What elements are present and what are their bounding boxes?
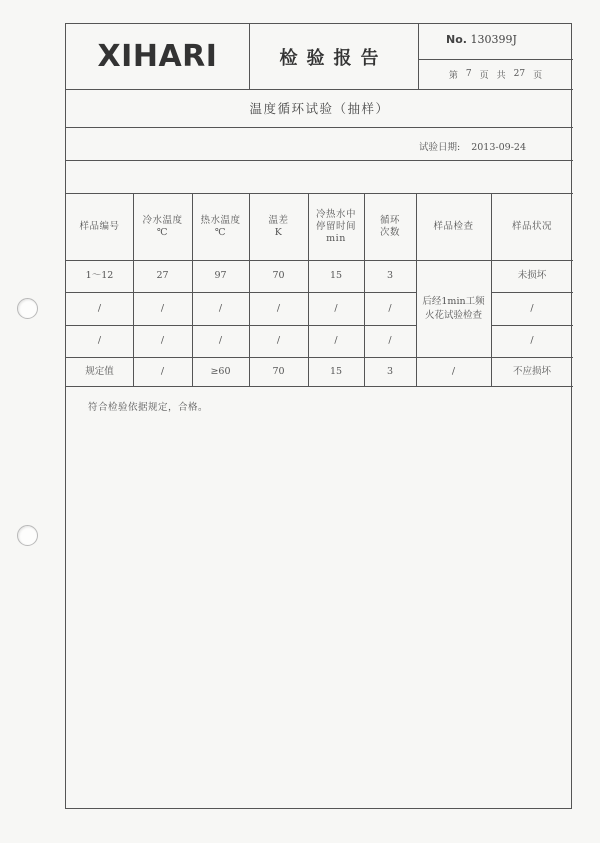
spec-cell: ≥60 — [210, 365, 231, 377]
section-title: 温度循环试验（抽样） — [249, 101, 390, 116]
report-number-value: 130399J — [470, 33, 517, 46]
spec-cell: 3 — [386, 365, 394, 377]
col-header-dwell-time: 冷热水中 停留时间 min — [315, 208, 356, 244]
company-logo: XIHARI — [97, 39, 218, 74]
table-cell: 70 — [272, 270, 285, 281]
punch-hole-bottom — [17, 525, 38, 546]
spec-cell: 70 — [272, 365, 285, 377]
col-header-cycles: 循环 次数 — [379, 214, 400, 238]
table-cell: / — [160, 335, 165, 346]
table-cell: / — [97, 302, 102, 314]
col-header-temp-diff: 温差 K — [268, 214, 289, 238]
table-cell: / — [218, 302, 223, 314]
spec-cell: 15 — [329, 365, 343, 377]
punch-hole-top — [17, 298, 38, 319]
page-text: 第 — [448, 70, 458, 81]
table-cell: / — [218, 335, 223, 346]
report-number — [446, 33, 517, 46]
table-cell: 未损坏 — [517, 270, 547, 281]
conclusion-text: 符合检验依据规定，合格。 — [88, 402, 209, 413]
table-cell: / — [276, 335, 281, 346]
col-header-sample-check: 样品检查 — [433, 220, 474, 232]
table-cell: / — [388, 335, 392, 346]
col-header-hot-water-temp: 热水温度 ℃ — [200, 214, 241, 238]
table-cell: / — [388, 302, 392, 314]
test-date-value: 2013-09-24 — [471, 142, 526, 153]
table-cell: 97 — [214, 270, 227, 281]
page-current: 7 — [465, 69, 472, 79]
table-cell: / — [530, 335, 534, 346]
spec-row-label: 规定值 — [85, 365, 114, 377]
page-text: 页 — [533, 70, 543, 81]
col-header-sample-no: 样品编号 — [79, 220, 120, 232]
document-title: 检验报告 — [279, 47, 388, 69]
table-cell: 1～12 — [85, 270, 114, 281]
page-total: 27 — [513, 69, 526, 79]
spec-cell: 不应损坏 — [512, 365, 551, 377]
report-frame — [65, 23, 572, 809]
table-cell: / — [530, 302, 534, 314]
page-text: 页 — [479, 70, 489, 81]
test-date — [411, 139, 526, 153]
page-text: 共 — [496, 70, 506, 81]
report-number-label: No. — [446, 33, 467, 46]
spec-cell: / — [160, 365, 165, 377]
table-cell: 3 — [386, 270, 394, 281]
test-date-label: 试验日期: — [418, 142, 461, 153]
merged-check-cell: 后经1min工频 火花试验检查 — [422, 295, 485, 321]
spec-cell: / — [451, 365, 456, 377]
table-cell: / — [97, 335, 102, 346]
table-cell: / — [334, 335, 338, 346]
table-cell: 27 — [156, 270, 169, 281]
page-indicator — [418, 60, 573, 88]
table-cell: / — [276, 302, 281, 314]
table-cell: 15 — [329, 270, 343, 281]
table-cell: / — [160, 302, 165, 314]
col-header-cold-water-temp: 冷水温度 ℃ — [142, 214, 183, 238]
table-cell: / — [334, 302, 338, 314]
col-header-sample-condition: 样品状况 — [511, 220, 552, 232]
